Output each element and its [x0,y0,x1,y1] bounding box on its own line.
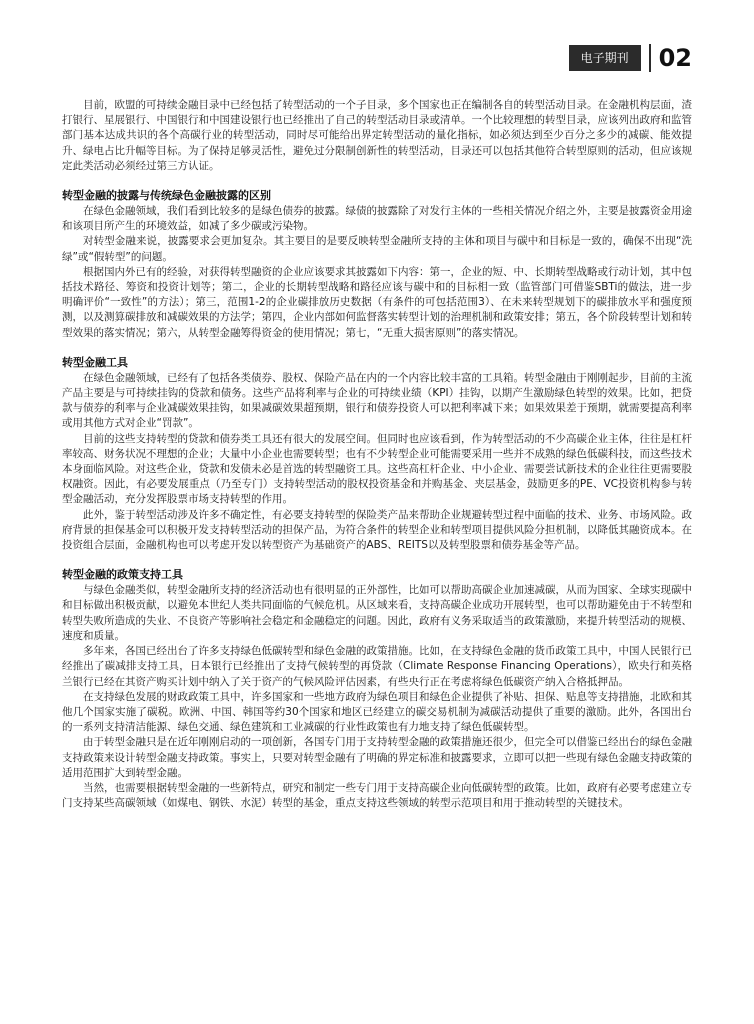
paragraph: 多年来，各国已经出台了许多支持绿色低碳转型和绿色金融的政策措施。比如，在支持绿色金融的货币政策工具中，中国人民银行已经推出了碳减排支持工具，日本银行已经推出了支持气候转型的再贷款（Climate Response Financing Operations），欧央行和英格兰银行已经在其资产购买计划中纳入了关于资产的气候风险评估因素，有些央行正在考虑将绿色低碳资产纳入合格抵押品。 [62,645,692,688]
section-heading: 转型金融的披露与传统绿色金融披露的区别 [62,189,271,203]
paragraph: 在绿色金融领域，我们看到比较多的是绿色债券的披露。绿债的披露除了对发行主体的一些相关情况介绍之外，主要是披露资金用途和该项目所产生的环境效益，如减了多少碳或污染物。 [62,205,692,233]
page-header [569,44,692,72]
article-body [62,98,692,811]
header-divider [649,44,651,72]
paragraph: 当然，也需要根据转型金融的一些新特点，研究和制定一些专门用于支持高碳企业向低碳转型的政策。比如，政府有必要考虑建立专门支持某些高碳领域（如煤电、钢铁、水泥）转型的基金，重点支持这些领域的转型示范项目和用于推动转型的关键技术。 [62,781,692,810]
journal-badge: 电子期刊 [569,45,641,71]
paragraph: 在支持绿色发展的财政政策工具中，许多国家和一些地方政府为绿色项目和绿色企业提供了补贴、担保、贴息等支持措施，北欧和其他几个国家实施了碳税。欧洲、中国、韩国等约30个国家和地区已经建立的碳交易机制为减碳活动提供了重要的激励。此外，各国出台的一系列支持清洁能源、绿色交通、绿色建筑和工业减碳的行业性政策也有力地支持了绿色低碳转型。 [62,690,692,734]
paragraph: 根据国内外已有的经验，对获得转型融资的企业应该要求其披露如下内容：第一，企业的短、中、长期转型战略或行动计划，其中包括技术路径、筹资和投资计划等；第二，企业的长期转型战略和路径应该与碳中和的目标相一致（监管部门可借鉴SBTi的做法，进一步明确评价“一致性”的方法）；第三，范围1-2的企业碳排放历史数据（有条件的可包括范围3）、在未来转型规划下的碳排放水平和强度预测，以及测算碳排放和减碳效果的方法学；第四，企业内部如何监督落实转型计划的治理机制和政策安排；第五，各个阶段转型计划和转型效果的落实情况；第六，从转型金融筹得资金的使用情况；第七，“无重大损害原则”的落实情况。 [62,265,692,339]
paragraph: 由于转型金融只是在近年刚刚启动的一项创新，各国专门用于支持转型金融的政策措施还很少，但完全可以借鉴已经出台的绿色金融支持政策来设计转型金融支持政策。事实上，只要对转型金融有了明确的界定标准和披露要求，立即可以把一些现有绿色金融支持政策的适用范围扩大到转型金融。 [62,736,692,779]
paragraph: 对转型金融来说，披露要求会更加复杂。其主要目的是要反映转型金融所支持的主体和项目与碳中和目标是一致的，确保不出现“洗绿”或“假转型”的问题。 [62,235,692,263]
paragraph: 在绿色金融领域，已经有了包括各类债券、股权、保险产品在内的一个内容比较丰富的工具箱。转型金融由于刚刚起步，目前的主流产品主要是与可持续挂钩的贷款和债务。这些产品将利率与企业的可持续业绩（KPI）挂钩，以期产生激励绿色转型的效果。比如，把贷款与债券的利率与企业减碳效果挂钩，如果减碳效果超预期，银行和债券投资人可以把利率减下来；如果效果差于预期，就需要提高利率或用其他方式对企业“罚款”。 [62,371,692,430]
paragraph: 此外，鉴于转型活动涉及许多不确定性，有必要支持转型的保险类产品来帮助企业规避转型过程中面临的技术、业务、市场风险。政府背景的担保基金可以积极开发支持转型活动的担保产品，为符合条件的转型企业和转型项目提供风险分担机制，以降低其融资成本。在投资组合层面，金融机构也可以考虑开发以转型资产为基础资产的ABS、REITS以及转型股票和债券基金等产品。 [62,508,692,552]
paragraph: 与绿色金融类似，转型金融所支持的经济活动也有很明显的正外部性，比如可以帮助高碳企业加速减碳，从而为国家、全球实现碳中和目标做出积极贡献，以避免本世纪人类共同面临的气候危机。从区域来看，支持高碳企业成功开展转型，也可以帮助避免由于不转型和转型失败所造成的失业、不良资产等影响社会稳定和金融稳定的问题。因此，政府有义务采取适当的政策激励，来提升转型活动的规模、速度和质量。 [62,584,692,642]
page-number: 02 [658,44,692,72]
section-heading: 转型金融的政策支持工具 [62,568,183,582]
section-heading: 转型金融工具 [62,355,128,369]
paragraph: 目前，欧盟的可持续金融目录中已经包括了转型活动的一个子目录，多个国家也正在编制各自的转型活动目录。在金融机构层面，渣打银行、星展银行、中国银行和中国建设银行也已经推出了自己的转型活动目录或清单。一个比较理想的转型目录，应该列出政府和监管部门基本达成共识的各个高碳行业的转型活动，同时尽可能给出界定转型活动的量化指标，如必须达到至少百分之多少的减碳、能效提升、绿电占比升幅等目标。为了保持足够灵活性，避免过分限制创新性的转型活动，目录还可以包括其他符合转型原则的活动，但应该规定此类活动必须经过第三方认证。 [62,99,692,172]
paragraph: 目前的这些支持转型的贷款和债券类工具还有很大的发展空间。但同时也应该看到，作为转型活动的不少高碳企业主体，往往是杠杆率较高、财务状况不理想的企业；大量中小企业也需要转型；也有不少转型企业可能需要采用一些并不成熟的绿色低碳科技，而这些技术本身面临风险。对这些企业，贷款和发债未必是首选的转型融资工具。这些高杠杆企业、中小企业、需要尝试新技术的企业往往更需要股权融资。因此，有必要发展重点（乃至专门）支持转型活动的股权投资基金和并购基金、夹层基金，鼓励更多的PE、VC投资机构参与转型金融活动，充分发挥股票市场支持转型的作用。 [62,432,692,506]
